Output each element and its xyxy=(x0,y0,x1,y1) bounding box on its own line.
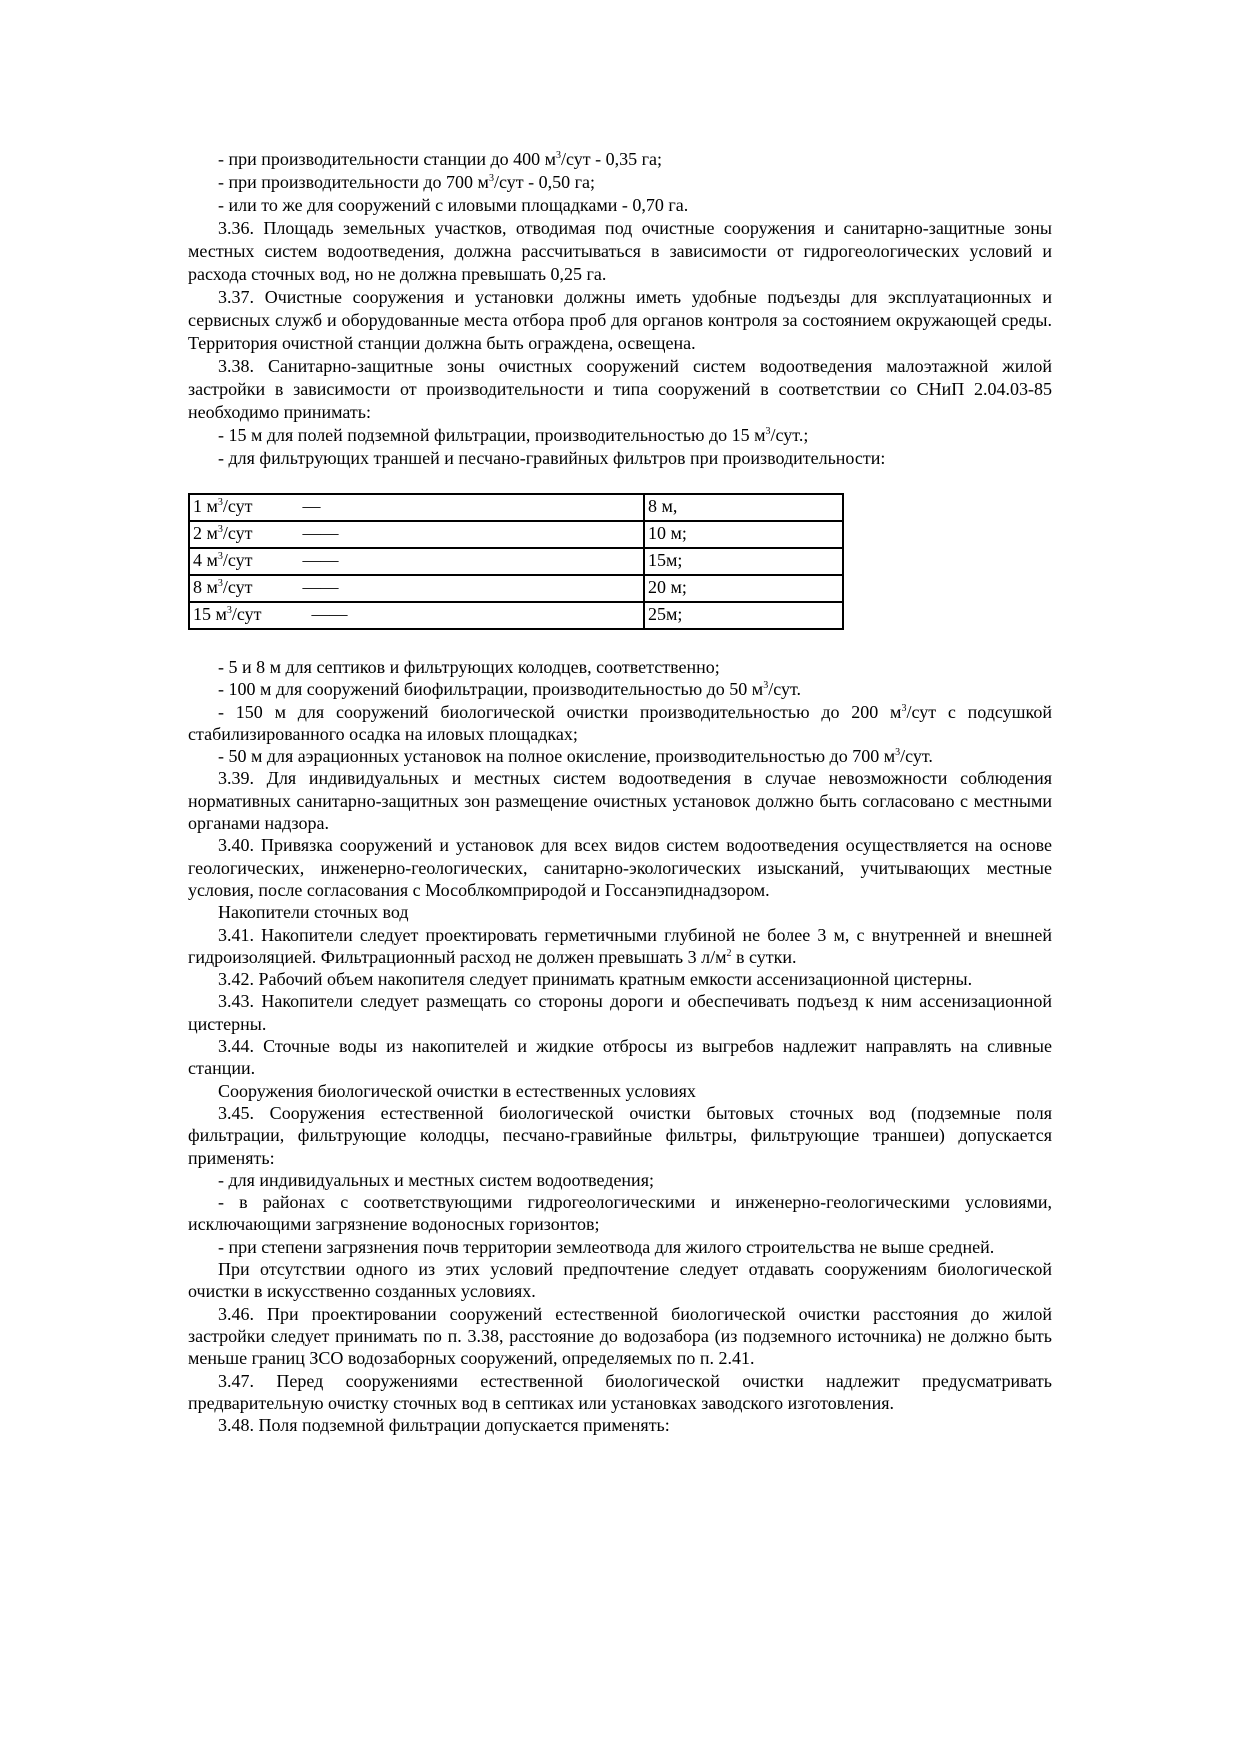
paragraph xyxy=(188,1080,1052,1102)
dash: —— xyxy=(302,577,339,597)
distance-cell xyxy=(644,521,843,548)
paragraph xyxy=(188,901,1052,923)
paragraph-text: - для индивидуальных и местных систем водоотведения; xyxy=(218,1169,654,1190)
superscript: 3 xyxy=(556,150,562,161)
paragraph-text: 3.39. Для индивидуальных и местных систем водоотведения в случае невозможности соблюдения нормативных санитарно-защитных зон размещение очистных установок должно быть согласовано с местными органами надзора. xyxy=(188,768,1052,834)
superscript: 3 xyxy=(217,551,223,562)
paragraph xyxy=(188,171,1052,194)
paragraph-text: 3.36. Площадь земельных участков, отводимая под очистные сооружения и санитарно-защитные зоны местных систем водоотведения, должна рассчитываться в зависимости от гидрогеологических условий и расхода сточных вод, но не должна превышать 0,25 га. xyxy=(188,218,1052,284)
paragraph-text: При отсутствии одного из этих условий предпочтение следует отдавать сооружениям биологической очистки в искусственно созданных условиях. xyxy=(188,1259,1052,1302)
paragraph xyxy=(188,745,1052,767)
paragraph xyxy=(188,1370,1052,1415)
paragraph xyxy=(188,424,1052,447)
paragraph xyxy=(188,1414,1052,1436)
paragraph-text: 3.37. Очистные сооружения и установки должны иметь удобные подъезды для эксплуатационных и сервисных служб и оборудованные места отбора проб для органов контроля за состоянием окружающей среды. Территория очистной станции должна быть ограждена, освещена. xyxy=(188,287,1052,353)
capacity-unit: /сут xyxy=(222,523,253,543)
table-row xyxy=(189,602,843,629)
paragraph-text: /сут. xyxy=(900,746,933,767)
paragraph xyxy=(188,924,1052,969)
superscript: 3 xyxy=(217,497,223,508)
dash: —— xyxy=(311,604,348,624)
paragraph-text: - при производительности станции до 400 м xyxy=(218,149,557,169)
table-row xyxy=(189,575,843,602)
paragraph xyxy=(188,1258,1052,1303)
paragraph xyxy=(188,678,1052,700)
paragraph xyxy=(188,767,1052,834)
capacity-value: 15 м xyxy=(193,604,227,624)
distance-value: 15м; xyxy=(648,550,683,570)
distance-value: 8 м, xyxy=(648,496,678,516)
paragraph xyxy=(188,968,1052,990)
paragraph-text: - для фильтрующих траншей и песчано-гравийных фильтров при производительности: xyxy=(218,448,886,468)
table-row xyxy=(189,494,843,521)
paragraph xyxy=(188,834,1052,901)
paragraph-text: 3.45. Сооружения естественной биологической очистки бытовых сточных вод (подземные поля фильтрации, фильтрующие колодцы, песчано-гравийные фильтры, фильтрующие траншеи) допускается применять: xyxy=(188,1102,1052,1168)
paragraph-text: - 100 м для сооружений биофильтрации, производительностью до 50 м xyxy=(218,679,764,700)
distance-cell xyxy=(644,575,843,602)
paragraph-text: 3.47. Перед сооружениями естественной биологической очистки надлежит предусматривать предварительную очистку сточных вод в септиках или установках заводского изготовления. xyxy=(188,1370,1052,1413)
dash: — xyxy=(302,496,321,516)
paragraph-text: - при степени загрязнения почв территории землеотвода для жилого строительства не выше средней. xyxy=(218,1236,995,1257)
capacity-unit: /сут xyxy=(222,496,253,516)
paragraph xyxy=(188,217,1052,286)
superscript: 3 xyxy=(217,578,223,589)
paragraph-text: 3.44. Сточные воды из накопителей и жидкие отбросы из выгребов надлежит направлять на сливные станции. xyxy=(188,1036,1052,1079)
paragraph xyxy=(188,148,1052,171)
table-row xyxy=(189,521,843,548)
distance-value: 25м; xyxy=(648,604,683,624)
paragraph xyxy=(188,656,1052,678)
table-row xyxy=(189,548,843,575)
capacity-cell xyxy=(189,521,644,548)
paragraph-text: - 50 м для аэрационных установок на полное окисление, производительностью до 700 м xyxy=(218,746,896,767)
superscript: 3 xyxy=(895,747,901,759)
capacity-value: 1 м xyxy=(193,496,218,516)
paragraph xyxy=(188,194,1052,217)
distance-cell xyxy=(644,548,843,575)
superscript: 3 xyxy=(217,524,223,535)
superscript: 3 xyxy=(765,426,771,437)
text-before-table xyxy=(188,148,1052,470)
paragraph xyxy=(188,1102,1052,1169)
superscript: 3 xyxy=(901,702,907,714)
paragraph-text: - 150 м для сооружений биологической очистки производительностью до 200 м xyxy=(218,701,902,722)
paragraph-text: - 15 м для полей подземной фильтрации, производительностью до 15 м xyxy=(218,425,766,445)
capacity-value: 8 м xyxy=(193,577,218,597)
capacity-value: 4 м xyxy=(193,550,218,570)
paragraph xyxy=(188,990,1052,1035)
superscript: 3 xyxy=(226,605,232,616)
superscript: 2 xyxy=(726,947,732,959)
capacity-cell xyxy=(189,602,644,629)
superscript: 3 xyxy=(488,173,494,184)
dash: —— xyxy=(302,550,339,570)
distance-cell xyxy=(644,494,843,521)
distance-value: 10 м; xyxy=(648,523,687,543)
dash: —— xyxy=(302,523,339,543)
paragraph-text: 3.40. Привязка сооружений и установок для всех видов систем водоотведения осуществляется на основе геологических, инженерно-геологических, санитарно-экологических изысканий, учитывающих местные условия, после согласования с Мособлкомприродой и Госсанэпиднадзором. xyxy=(188,835,1052,900)
paragraph xyxy=(188,1169,1052,1191)
paragraph-text: - при производительности до 700 м xyxy=(218,172,489,192)
paragraph-text: - в районах с соответствующими гидрогеологическими и инженерно-геологическими условиями, исключающими загрязнение водоносных горизонтов; xyxy=(188,1192,1052,1235)
paragraph xyxy=(188,355,1052,424)
text-after-table xyxy=(188,656,1052,1436)
paragraph xyxy=(188,1035,1052,1080)
paragraph xyxy=(188,1191,1052,1236)
capacity-unit: /сут xyxy=(222,577,253,597)
paragraph xyxy=(188,447,1052,470)
capacity-value: 2 м xyxy=(193,523,218,543)
document-page xyxy=(188,148,1052,1436)
paragraph-text: - 5 и 8 м для септиков и фильтрующих колодцев, соответственно; xyxy=(218,657,720,677)
distance-value: 20 м; xyxy=(648,577,687,597)
capacity-cell xyxy=(189,575,644,602)
paragraph xyxy=(188,1236,1052,1258)
paragraph-text: /сут.; xyxy=(770,425,809,445)
paragraph-text: /сут - 0,35 га; xyxy=(561,149,663,169)
paragraph-text: 3.41. Накопители следует проектировать герметичными глубиной не более 3 м, с внутренней и внешней гидроизоляцией. Фильтрационный расход не должен превышать 3 л/м xyxy=(188,924,1052,967)
paragraph xyxy=(188,701,1052,746)
paragraph xyxy=(188,1303,1052,1370)
paragraph-text: 3.43. Накопители следует размещать со стороны дороги и обеспечивать подъезд к ним ассенизационной цистерны. xyxy=(188,991,1052,1034)
paragraph-text: /сут с подсушкой стабилизированного осадка на иловых площадках; xyxy=(188,701,1052,744)
capacity-cell xyxy=(189,494,644,521)
capacity-unit: /сут xyxy=(231,604,262,624)
distance-table xyxy=(188,493,844,630)
paragraph-text: Накопители сточных вод xyxy=(218,902,409,923)
paragraph-text: в сутки. xyxy=(731,946,797,967)
capacity-cell xyxy=(189,548,644,575)
paragraph-text: Сооружения биологической очистки в естественных условиях xyxy=(218,1080,696,1101)
distance-cell xyxy=(644,602,843,629)
paragraph-text: 3.38. Санитарно-защитные зоны очистных сооружений систем водоотведения малоэтажной жилой застройки в зависимости от производительности и типа сооружений в соответствии со СНиП 2.04.03-85 необходимо принимать: xyxy=(188,356,1052,422)
capacity-unit: /сут xyxy=(222,550,253,570)
paragraph-text: 3.48. Поля подземной фильтрации допускается применять: xyxy=(218,1415,670,1436)
superscript: 3 xyxy=(763,680,769,692)
paragraph-text: /сут. xyxy=(768,679,801,700)
paragraph xyxy=(188,286,1052,355)
paragraph-text: - или то же для сооружений с иловыми площадками - 0,70 га. xyxy=(218,195,689,215)
paragraph-text: /сут - 0,50 га; xyxy=(493,172,595,192)
paragraph-text: 3.42. Рабочий объем накопителя следует принимать кратным емкости ассенизационной цистерны. xyxy=(218,969,973,990)
paragraph-text: 3.46. При проектировании сооружений естественной биологической очистки расстояния до жилой застройки следует принимать по п. 3.38, расстояние до водозабора (из подземного источника) не должно быть меньше границ ЗСО водозаборных сооружений, определяемых по п. 2.41. xyxy=(188,1303,1052,1369)
